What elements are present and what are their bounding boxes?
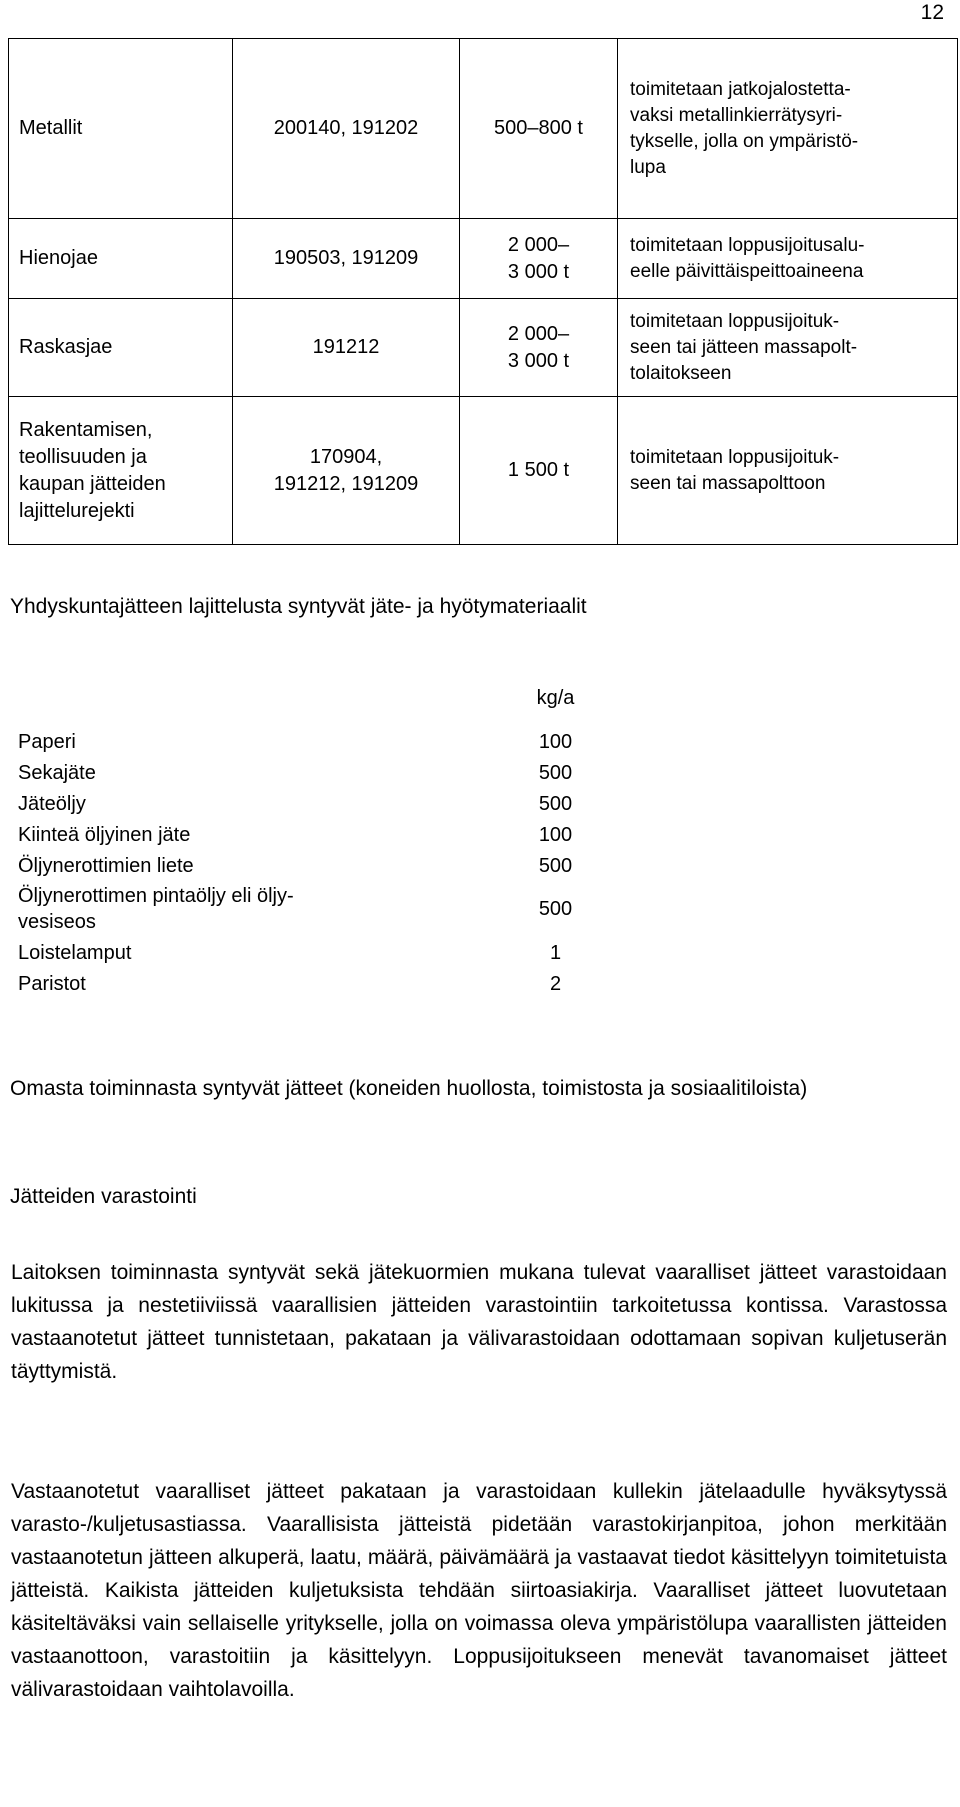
kg-item-value: 500 — [538, 761, 573, 784]
kg-table-row — [8, 968, 663, 999]
kg-item-value: 500 — [538, 854, 573, 877]
waste-code-cell: 170904, 191212, 191209 — [233, 397, 460, 545]
kg-item-value: 100 — [538, 730, 573, 753]
waste-table-row — [9, 39, 958, 219]
kg-table-row — [8, 726, 663, 757]
kg-table-header-blank — [8, 670, 448, 726]
waste-handling-cell: toimitetaan jatkojalostetta- vaksi metallinkierrätysyri- tykselle, jolla on ympäristö- lupa — [618, 39, 958, 219]
waste-code-cell: 200140, 191202 — [233, 39, 460, 219]
waste-name-cell: Rakentamisen, teollisuuden ja kaupan jätteiden lajittelurejekti — [9, 397, 233, 545]
paragraph-handling: Vastaanotetut vaaralliset jätteet pakataan ja varastoidaan kullekin jätelaadulle hyväksytyssä varasto-/kuljetusastiassa. Vaarallisista jätteistä pidetään varastokirjanpitoa, johon merkitään vastaanotetun jätteen alkuperä, laatu, määrä, päivämäärä ja vastaavat tiedot käsittelyyn toimitetuista jätteistä. Kaikista jätteiden kuljetuksista tehdään siirtoasiakirja. Vaaralliset jätteet luovutetaan käsiteltäväksi vain sellaiselle yritykselle, jolla on voimassa oleva ympäristölupa vaarallisten jätteiden vastaanottoon, varastoitiin ja käsittelyyn. Loppusijoitukseen menevät tavanomaiset jätteet välivarastoidaan vaihtolavoilla. — [11, 1480, 947, 1701]
kg-item-name: Öljynerottimen pintaöljy eli öljy- vesiseos — [18, 885, 294, 933]
waste-amount-cell: 500–800 t — [460, 39, 618, 219]
waste-table-row — [9, 397, 958, 545]
kg-table-row — [8, 819, 663, 850]
waste-fractions-table — [8, 38, 958, 545]
waste-code-cell: 190503, 191209 — [233, 219, 460, 299]
kg-item-name: Öljynerottimien liete — [18, 854, 194, 877]
waste-name-cell: Raskasjae — [9, 299, 233, 397]
table-caption-sorting-materials: Yhdyskuntajätteen lajittelusta syntyvät jäte- ja hyötymateriaalit — [10, 595, 587, 618]
kg-table-row — [8, 937, 663, 968]
waste-amount-cell: 1 500 t — [460, 397, 618, 545]
kg-item-name: Sekajäte — [18, 761, 96, 784]
page-number: 12 — [920, 1, 944, 24]
own-waste-table — [8, 670, 663, 999]
kg-item-name: Loistelamput — [18, 941, 132, 964]
kg-item-value: 100 — [538, 823, 573, 846]
table-caption-own-waste: Omasta toiminnasta syntyvät jätteet (koneiden huollosta, toimistosta ja sosiaalitiloista) — [10, 1077, 808, 1100]
kg-item-value: 1 — [549, 941, 562, 964]
kg-item-value: 500 — [538, 898, 573, 920]
waste-amount-cell: 2 000– 3 000 t — [460, 219, 618, 299]
kg-item-value: 500 — [538, 792, 573, 815]
waste-table-row — [9, 299, 958, 397]
waste-handling-cell: toimitetaan loppusijoituk- seen tai jätteen massapolt- tolaitokseen — [618, 299, 958, 397]
waste-table-row — [9, 219, 958, 299]
kg-unit-header: kg/a — [536, 687, 575, 709]
kg-table-header-row — [8, 670, 663, 726]
waste-name-cell: Metallit — [9, 39, 233, 219]
waste-amount-cell: 2 000– 3 000 t — [460, 299, 618, 397]
waste-code-cell: 191212 — [233, 299, 460, 397]
kg-table-row — [8, 757, 663, 788]
waste-handling-cell: toimitetaan loppusijoituk- seen tai massapolttoon — [618, 397, 958, 545]
kg-table-row — [8, 881, 663, 937]
waste-name-cell: Hienojae — [9, 219, 233, 299]
kg-table-row — [8, 850, 663, 881]
kg-item-name: Paperi — [18, 730, 76, 753]
section-heading: Jätteiden varastointi — [10, 1185, 197, 1208]
kg-table-row — [8, 788, 663, 819]
waste-handling-cell: toimitetaan loppusijoitusalu- eelle päivittäispeittoaineena — [618, 219, 958, 299]
kg-item-value: 2 — [549, 972, 562, 995]
paragraph-storage: Laitoksen toiminnasta syntyvät sekä jätekuormien mukana tulevat vaaralliset jätteet varastoidaan lukitussa ja nestetiiviissä vaarallisien jätteiden varastointiin tarkoitetussa kontissa. Varastossa vastaanotetut jätteet tunnistetaan, pakataan ja välivarastoidaan odottamaan sopivan kuljetuserän täyttymistä. — [11, 1261, 947, 1383]
kg-item-name: Kiinteä öljyinen jäte — [18, 823, 191, 846]
kg-item-name: Paristot — [18, 972, 86, 995]
kg-item-name: Jäteöljy — [18, 792, 86, 815]
